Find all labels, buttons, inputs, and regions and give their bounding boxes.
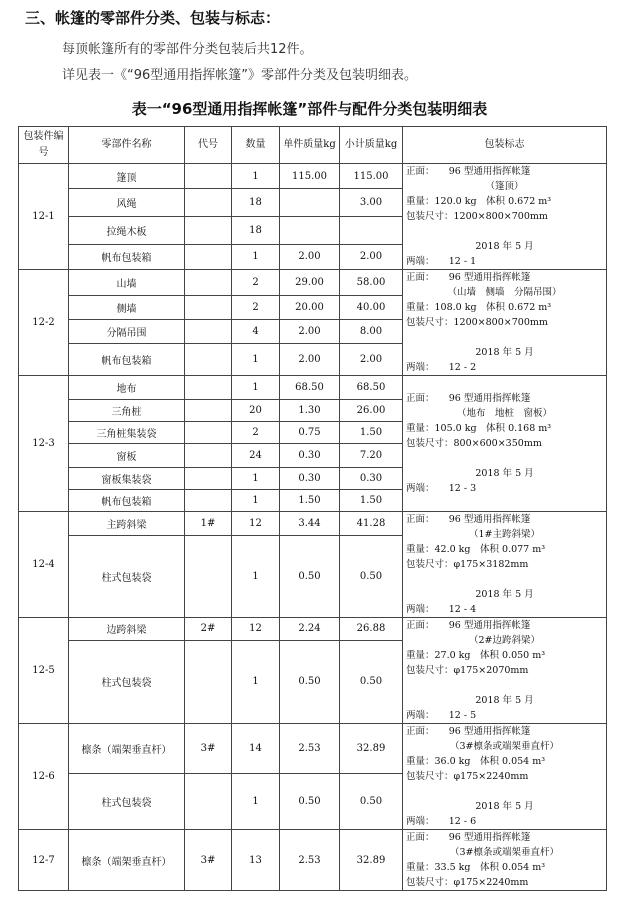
header-package-label: 包装标志 bbox=[403, 127, 607, 164]
package-label bbox=[403, 724, 607, 830]
package-label-line: 两端： 12 - 1 bbox=[406, 256, 477, 267]
package-id: 12-3 bbox=[19, 376, 69, 512]
header-qty: 数量 bbox=[232, 127, 280, 164]
part-code bbox=[185, 295, 232, 319]
package-label-line: 重量：27.0 kg 体积 0.050 m³ bbox=[406, 650, 546, 661]
unit-weight: 1.50 bbox=[280, 490, 340, 512]
part-code bbox=[185, 270, 232, 296]
subtotal-weight: 0.30 bbox=[340, 468, 403, 490]
package-label-line: 正面： 96 型通用指挥帐篷 bbox=[406, 393, 531, 404]
part-name: 柱式包装袋 bbox=[69, 773, 185, 829]
package-label-line: （山墙 侧墙 分隔吊围） bbox=[447, 287, 562, 298]
table-title: 表一“96型通用指挥帐篷”部件与配件分类包装明细表 bbox=[131, 100, 488, 118]
package-label-line: 正面： 96 型通用指挥帐篷 bbox=[406, 726, 531, 737]
part-name: 主跨斜梁 bbox=[69, 512, 185, 536]
package-label-line bbox=[406, 330, 603, 345]
part-code bbox=[185, 444, 232, 468]
package-label-line: 正面： 96 型通用指挥帐篷 bbox=[406, 832, 531, 843]
package-label-line bbox=[406, 784, 603, 799]
package-label-line: 重量：108.0 kg 体积 0.672 m³ bbox=[406, 302, 552, 313]
package-label bbox=[403, 512, 607, 618]
package-label-line: 重量：105.0 kg 体积 0.168 m³ bbox=[406, 423, 552, 434]
package-label-line: 2018 年 5 月 bbox=[475, 347, 534, 358]
packing-table bbox=[18, 126, 607, 891]
part-name: 窗板集装袋 bbox=[69, 468, 185, 490]
package-label-line: 包装尺寸：φ175×2240mm bbox=[406, 877, 529, 888]
package-label-line: （3#檩条或端架垂直杆） bbox=[449, 847, 559, 858]
package-label bbox=[403, 270, 607, 376]
part-qty: 12 bbox=[232, 512, 280, 536]
package-label-line: 两端： 12 - 4 bbox=[406, 604, 477, 615]
part-name: 帆布包装箱 bbox=[69, 490, 185, 512]
package-id: 12-7 bbox=[19, 830, 69, 891]
part-code bbox=[185, 422, 232, 444]
subtotal-weight: 3.00 bbox=[340, 189, 403, 217]
package-label-line: 重量：36.0 kg 体积 0.054 m³ bbox=[406, 756, 546, 767]
part-code bbox=[185, 773, 232, 829]
unit-weight: 1.30 bbox=[280, 400, 340, 422]
unit-weight bbox=[280, 189, 340, 217]
table-row bbox=[19, 618, 607, 641]
package-label-line: （地布 地桩 窗板） bbox=[456, 408, 552, 419]
unit-weight: 29.00 bbox=[280, 270, 340, 296]
package-label bbox=[403, 376, 607, 512]
part-code bbox=[185, 640, 232, 723]
unit-weight: 68.50 bbox=[280, 376, 340, 400]
package-label-line: 包装尺寸：800×600×350mm bbox=[406, 438, 542, 449]
subtotal-weight: 26.00 bbox=[340, 400, 403, 422]
part-qty: 2 bbox=[232, 422, 280, 444]
package-label-line bbox=[406, 678, 603, 693]
table-row bbox=[19, 270, 607, 296]
unit-weight: 2.00 bbox=[280, 343, 340, 375]
package-label-line bbox=[406, 376, 603, 391]
package-label-line: （3#檩条或端架垂直杆） bbox=[449, 741, 559, 752]
package-id: 12-4 bbox=[19, 512, 69, 618]
package-id: 12-2 bbox=[19, 270, 69, 376]
subtotal-weight: 0.50 bbox=[340, 640, 403, 723]
package-label-line: 2018 年 5 月 bbox=[475, 801, 534, 812]
unit-weight bbox=[280, 216, 340, 244]
package-label-line: 2018 年 5 月 bbox=[475, 589, 534, 600]
part-code bbox=[185, 319, 232, 343]
package-label-line: 重量：42.0 kg 体积 0.077 m³ bbox=[406, 544, 546, 555]
part-name: 窗板 bbox=[69, 444, 185, 468]
subtotal-weight: 1.50 bbox=[340, 490, 403, 512]
header-package-no: 包装件编 号 bbox=[19, 127, 69, 164]
part-qty: 4 bbox=[232, 319, 280, 343]
part-qty: 1 bbox=[232, 773, 280, 829]
part-code bbox=[185, 535, 232, 617]
package-label bbox=[403, 164, 607, 270]
package-label-line: 两端： 12 - 6 bbox=[406, 816, 477, 827]
package-label-line: 两端： 12 - 5 bbox=[406, 710, 477, 721]
part-code: 3# bbox=[185, 724, 232, 774]
part-qty: 2 bbox=[232, 295, 280, 319]
package-label-line: 正面： 96 型通用指挥帐篷 bbox=[406, 514, 531, 525]
package-label-line: 重量：33.5 kg 体积 0.054 m³ bbox=[406, 862, 546, 873]
header-code: 代号 bbox=[185, 127, 232, 164]
part-name: 风绳 bbox=[69, 189, 185, 217]
subtotal-weight: 2.00 bbox=[340, 244, 403, 269]
package-id: 12-6 bbox=[19, 724, 69, 830]
part-name: 拉绳木板 bbox=[69, 216, 185, 244]
part-qty: 24 bbox=[232, 444, 280, 468]
part-qty: 18 bbox=[232, 216, 280, 244]
package-label bbox=[403, 830, 607, 891]
part-code: 3# bbox=[185, 830, 232, 891]
package-label-line: 重量：120.0 kg 体积 0.672 m³ bbox=[406, 196, 552, 207]
package-label-line: （1#主跨斜梁） bbox=[468, 529, 540, 540]
part-code bbox=[185, 400, 232, 422]
part-qty: 13 bbox=[232, 830, 280, 891]
subtotal-weight: 32.89 bbox=[340, 724, 403, 774]
part-name: 分隔吊围 bbox=[69, 319, 185, 343]
unit-weight: 2.24 bbox=[280, 618, 340, 641]
part-name: 帆布包装箱 bbox=[69, 343, 185, 375]
part-code bbox=[185, 468, 232, 490]
part-qty: 1 bbox=[232, 640, 280, 723]
part-name: 三角桩集装袋 bbox=[69, 422, 185, 444]
part-qty: 18 bbox=[232, 189, 280, 217]
unit-weight: 0.50 bbox=[280, 535, 340, 617]
unit-weight: 2.53 bbox=[280, 830, 340, 891]
package-label-line: 正面： 96 型通用指挥帐篷 bbox=[406, 272, 531, 283]
package-label-line: 2018 年 5 月 bbox=[475, 468, 534, 479]
package-label-line: 正面： 96 型通用指挥帐篷 bbox=[406, 620, 531, 631]
table-row bbox=[19, 830, 607, 891]
part-qty: 1 bbox=[232, 535, 280, 617]
part-code bbox=[185, 490, 232, 512]
package-label-line: 包装尺寸：φ175×2240mm bbox=[406, 771, 529, 782]
unit-weight: 0.30 bbox=[280, 468, 340, 490]
part-name: 地布 bbox=[69, 376, 185, 400]
part-code bbox=[185, 244, 232, 269]
part-qty: 1 bbox=[232, 490, 280, 512]
part-code bbox=[185, 216, 232, 244]
unit-weight: 2.53 bbox=[280, 724, 340, 774]
package-label-line: （2#边跨斜梁） bbox=[468, 635, 540, 646]
part-code bbox=[185, 376, 232, 400]
package-label-line bbox=[406, 451, 603, 466]
section-heading: 三、帐篷的零部件分类、包装与标志： bbox=[25, 9, 281, 27]
unit-weight: 0.75 bbox=[280, 422, 340, 444]
package-label-line: 包装尺寸：1200×800×700mm bbox=[406, 211, 548, 222]
table-header-row bbox=[19, 127, 607, 164]
part-name: 檩条（端架垂直杆） bbox=[69, 724, 185, 774]
package-id: 12-1 bbox=[19, 164, 69, 270]
package-label-line bbox=[406, 572, 603, 587]
part-qty: 14 bbox=[232, 724, 280, 774]
part-name: 侧墙 bbox=[69, 295, 185, 319]
subtotal-weight: 0.50 bbox=[340, 773, 403, 829]
intro-line-1: 每顶帐篷所有的零部件分类包装后共12件。 bbox=[62, 42, 313, 57]
part-code bbox=[185, 189, 232, 217]
header-unit-weight: 单件质量kg bbox=[280, 127, 340, 164]
unit-weight: 2.00 bbox=[280, 319, 340, 343]
part-name: 篷顶 bbox=[69, 164, 185, 189]
part-name: 柱式包装袋 bbox=[69, 535, 185, 617]
package-label-line: 包装尺寸：φ175×2070mm bbox=[406, 665, 529, 676]
part-qty: 2 bbox=[232, 270, 280, 296]
package-label-line: 正面： 96 型通用指挥帐篷 bbox=[406, 166, 531, 177]
part-code: 1# bbox=[185, 512, 232, 536]
subtotal-weight: 68.50 bbox=[340, 376, 403, 400]
part-name: 三角桩 bbox=[69, 400, 185, 422]
subtotal-weight bbox=[340, 216, 403, 244]
part-qty: 1 bbox=[232, 376, 280, 400]
package-label bbox=[403, 618, 607, 724]
package-label-line: 2018 年 5 月 bbox=[475, 695, 534, 706]
table-row bbox=[19, 724, 607, 774]
unit-weight: 0.50 bbox=[280, 640, 340, 723]
intro-line-2: 详见表一《“96型通用指挥帐篷”》零部件分类及包装明细表。 bbox=[62, 68, 418, 83]
unit-weight: 115.00 bbox=[280, 164, 340, 189]
header-part-name: 零部件名称 bbox=[69, 127, 185, 164]
package-label-line: 两端： 12 - 3 bbox=[406, 483, 477, 494]
package-label-line: （篷顶） bbox=[485, 181, 524, 192]
part-qty: 1 bbox=[232, 244, 280, 269]
unit-weight: 20.00 bbox=[280, 295, 340, 319]
table-row bbox=[19, 376, 607, 400]
header-subtotal-weight: 小计质量kg bbox=[340, 127, 403, 164]
package-label-line bbox=[406, 224, 603, 239]
subtotal-weight: 7.20 bbox=[340, 444, 403, 468]
package-label-line: 两端： 12 - 2 bbox=[406, 362, 477, 373]
subtotal-weight: 40.00 bbox=[340, 295, 403, 319]
table-row bbox=[19, 164, 607, 189]
part-code: 2# bbox=[185, 618, 232, 641]
part-name: 边跨斜梁 bbox=[69, 618, 185, 641]
part-code bbox=[185, 164, 232, 189]
part-name: 檩条（端架垂直杆） bbox=[69, 830, 185, 891]
part-name: 山墙 bbox=[69, 270, 185, 296]
subtotal-weight: 0.50 bbox=[340, 535, 403, 617]
part-code bbox=[185, 343, 232, 375]
part-qty: 12 bbox=[232, 618, 280, 641]
part-qty: 1 bbox=[232, 468, 280, 490]
subtotal-weight: 32.89 bbox=[340, 830, 403, 891]
subtotal-weight: 2.00 bbox=[340, 343, 403, 375]
part-qty: 20 bbox=[232, 400, 280, 422]
subtotal-weight: 41.28 bbox=[340, 512, 403, 536]
subtotal-weight: 8.00 bbox=[340, 319, 403, 343]
part-name: 帆布包装箱 bbox=[69, 244, 185, 269]
unit-weight: 0.50 bbox=[280, 773, 340, 829]
unit-weight: 2.00 bbox=[280, 244, 340, 269]
subtotal-weight: 26.88 bbox=[340, 618, 403, 641]
table-row bbox=[19, 512, 607, 536]
unit-weight: 3.44 bbox=[280, 512, 340, 536]
part-qty: 1 bbox=[232, 343, 280, 375]
subtotal-weight: 115.00 bbox=[340, 164, 403, 189]
subtotal-weight: 1.50 bbox=[340, 422, 403, 444]
package-label-line: 包装尺寸：1200×800×700mm bbox=[406, 317, 548, 328]
subtotal-weight: 58.00 bbox=[340, 270, 403, 296]
part-qty: 1 bbox=[232, 164, 280, 189]
package-id: 12-5 bbox=[19, 618, 69, 724]
part-name: 柱式包装袋 bbox=[69, 640, 185, 723]
package-label-line: 包装尺寸：φ175×3182mm bbox=[406, 559, 529, 570]
package-label-line: 2018 年 5 月 bbox=[475, 241, 534, 252]
unit-weight: 0.30 bbox=[280, 444, 340, 468]
